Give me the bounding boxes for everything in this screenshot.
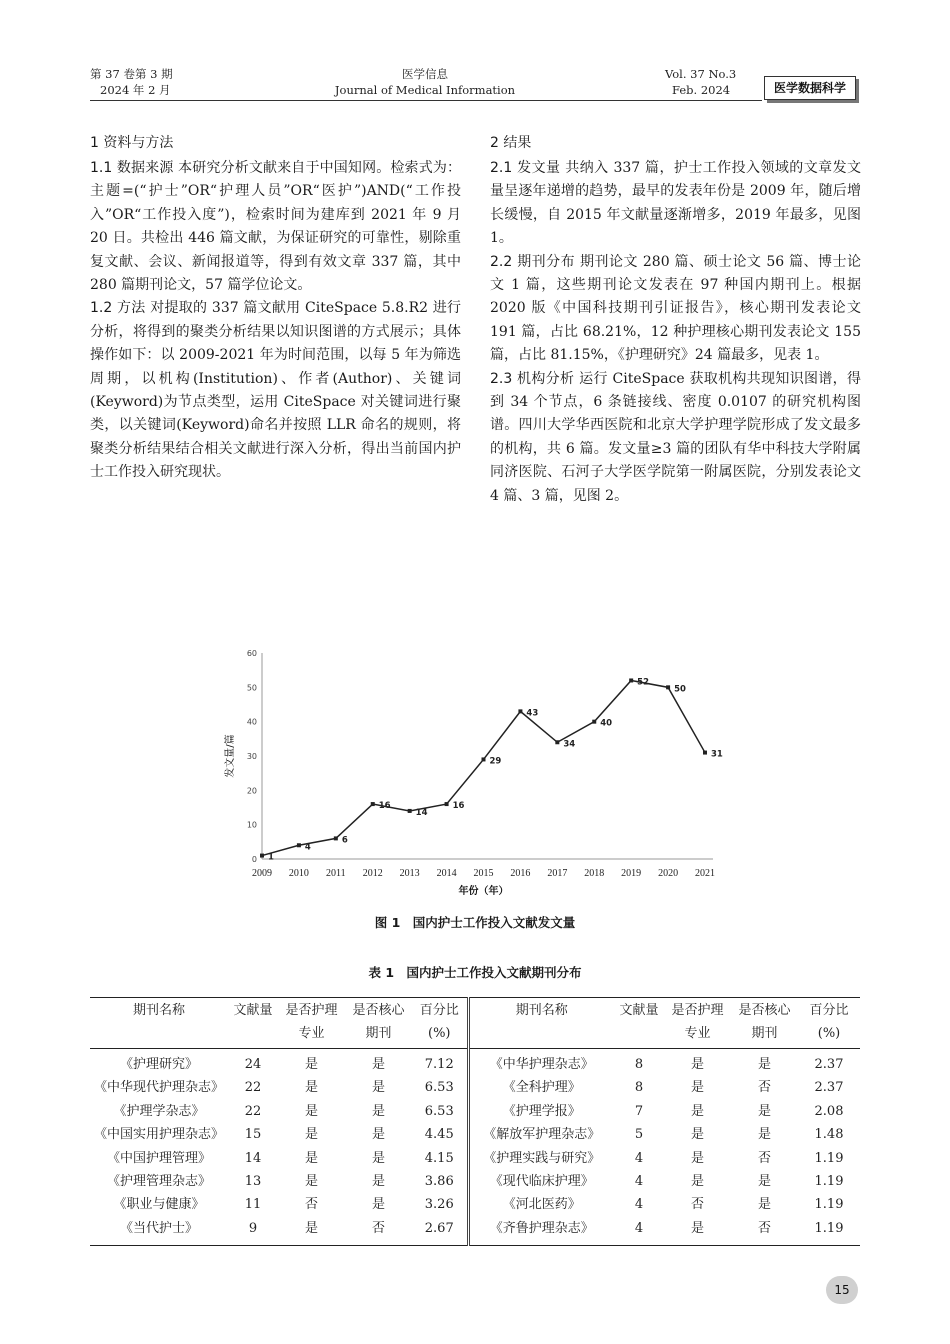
cell-core: 是 [371,1127,385,1143]
cell-journal-name: 《中华现代护理杂志》 [93,1080,224,1096]
cell-count: 4 [634,1220,644,1236]
y-tick-label: 20 [246,786,257,796]
x-tick-label: 2016 [510,868,531,879]
paragraph-publication-volume [490,157,861,251]
cell-journal-name: 《护理学杂志》 [113,1103,205,1119]
cell-count: 14 [244,1150,262,1166]
cell-count: 11 [244,1197,262,1213]
data-point [629,678,633,682]
x-tick-label: 2019 [621,868,642,879]
header-nursing: 是否护理 专业 [278,998,345,1049]
cell-nursing: 是 [690,1127,704,1143]
y-tick-label: 50 [246,683,257,693]
subheading-institution-analysis: 2.3 机构分析 [490,370,575,387]
data-label: 31 [711,749,723,760]
cell-count: 8 [634,1057,644,1072]
cell-core: 是 [757,1103,771,1119]
header-count: 文献量 [228,998,278,1049]
table-row [90,1049,860,1077]
y-tick-label: 30 [246,752,257,761]
cell-nursing: 是 [304,1103,318,1119]
data-point [703,751,707,755]
data-point [445,802,449,806]
cell-nursing: 是 [690,1080,704,1096]
cell-journal-name: 《河北医药》 [502,1197,581,1213]
cell-nursing: 是 [304,1220,318,1236]
journal-distribution-table [90,997,860,1246]
table-row [90,1076,860,1099]
header-issue-info [665,66,736,98]
cell-nursing: 是 [690,1220,704,1236]
cell-count: 9 [248,1220,258,1236]
data-point [260,854,264,858]
data-label: 34 [563,739,576,750]
data-label: 16 [452,801,465,812]
subheading-publication-volume: 2.1 发文量 [490,160,561,176]
data-label: 40 [600,718,613,729]
cell-nursing: 是 [690,1103,704,1119]
header-core: 是否核心 期刊 [345,998,412,1049]
y-axis-title: 发文量/篇 [225,734,236,778]
cell-percent: 1.19 [814,1197,844,1213]
cell-nursing: 是 [690,1150,704,1166]
cell-count: 4 [634,1174,644,1190]
cell-percent: 2.37 [814,1080,844,1096]
data-label: 16 [378,801,391,812]
cell-percent: 2.08 [814,1103,844,1119]
cell-nursing: 是 [304,1127,318,1143]
cell-journal-name: 《护理管理杂志》 [106,1174,211,1190]
cell-core: 否 [757,1080,771,1096]
subheading-journal-distribution: 2.2 期刊分布 [490,253,576,270]
y-tick-label: 40 [246,717,257,727]
cell-percent: 6.53 [412,1100,468,1123]
cell-journal-name: 《护理实践与研究》 [483,1150,601,1166]
data-label: 52 [637,677,650,688]
x-tick-label: 2009 [252,868,272,879]
cell-journal-name: 《齐鲁护理杂志》 [489,1220,594,1236]
header-core: 是否核心 期刊 [731,998,798,1049]
cell-core: 是 [371,1103,385,1119]
cell-count: 13 [244,1174,262,1190]
x-axis-title: 年份（年） [458,886,509,897]
paragraph-method-body: 对提取的 337 篇文献用 CiteSpace 5.8.R2 进行分析，将得到的聚类分析结果以知识图谱的方式展示；具体操作如下：以 2009-2021 年为时间范围，以每 5 年为筛选周期，以机构(Institution)、作者(Author)、关键词(Keyword)为节点类型，运用 CiteSpace 对关键词进行聚类，以关键词(Keyword)命名并按照 LLR 命名的规则，将聚类分析结果结合相关文献进行深入分析，得出当前国内护士工作投入研究现状。 [90,300,461,481]
cell-nursing: 否 [690,1197,704,1213]
x-tick-label: 2015 [473,868,494,879]
data-label: 4 [304,842,311,853]
section-title-methods: 1 资料与方法 [90,135,174,151]
x-tick-label: 2011 [326,868,346,879]
cell-percent: 1.19 [814,1220,844,1236]
paragraph-data-source [90,157,461,297]
data-point [518,709,522,713]
cell-percent: 3.26 [412,1193,468,1216]
cell-percent: 4.45 [412,1123,468,1146]
table-row [90,1147,860,1170]
table-row [90,1217,860,1246]
cell-count: 15 [244,1127,262,1143]
y-tick-label: 60 [246,649,257,658]
cell-nursing: 是 [304,1080,318,1096]
cell-count: 7 [634,1103,644,1119]
table-row [90,1170,860,1193]
paragraph-journal-distribution [490,251,861,368]
cell-journal-name: 《现代临床护理》 [489,1174,594,1190]
cell-core: 是 [371,1197,385,1213]
cell-core: 是 [757,1127,771,1143]
header-date: 2024 年 2 月 [100,83,171,97]
cell-core: 是 [371,1174,385,1190]
header-journal-name: 期刊名称 [90,998,228,1049]
table-row [90,1193,860,1216]
data-point [592,720,596,724]
data-point [297,843,301,847]
cell-count: 22 [244,1103,262,1119]
cell-core: 否 [757,1220,771,1236]
data-point [666,685,670,689]
cell-percent: 2.37 [814,1057,844,1072]
y-tick-label: 10 [246,820,257,830]
data-point [408,809,412,813]
cell-journal-name: 《护理研究》 [119,1057,198,1072]
cell-percent: 1.19 [814,1150,844,1166]
data-label: 29 [489,756,502,767]
cell-nursing: 是 [304,1057,318,1072]
header-percent: 百分比 (%) [798,998,860,1049]
cell-percent: 1.48 [814,1127,844,1143]
header-journal-name: 期刊名称 [468,998,614,1049]
paragraph-institution-analysis [490,368,861,508]
page-number: 15 [826,1276,858,1304]
data-label: 6 [341,835,348,846]
cell-percent: 6.53 [412,1076,468,1099]
cell-journal-name: 《中华护理杂志》 [489,1057,594,1072]
cell-journal-name: 《中国护理管理》 [106,1150,211,1166]
cell-percent: 7.12 [412,1049,468,1077]
x-tick-label: 2012 [362,868,383,879]
header-vol-en: Vol. 37 No.3 [665,67,737,81]
paragraph-data-source-body: 本研究分析文献来自于中国知网。检索式为：主题=(“护士”OR“护理人员”OR“医护”)AND(“工作投入”OR“工作投入度”)，检索时间为建库到 2021 年 9 月 20 日。共检出 446 篇文献，为保证研究的可靠性，剔除重复文献、会议、新闻报道等，得到有效文章 337 篇，其中 280 篇期刊论文，57 篇学位论文。 [90,160,461,294]
header-count: 文献量 [614,998,664,1049]
header-journal-cn: 医学信息 [402,67,448,81]
x-tick-label: 2013 [399,868,420,879]
cell-journal-name: 《中国实用护理杂志》 [93,1127,224,1143]
data-point [555,740,559,744]
cell-nursing: 是 [304,1150,318,1166]
cell-nursing: 否 [304,1197,318,1213]
header-rule [90,100,762,101]
y-tick-label: 0 [251,855,257,864]
paragraph-institution-analysis-body: 运行 CiteSpace 获取机构共现知识图谱，得到 34 个节点，6 条链接线、密度 0.0107 的研究机构图谱。四川大学华西医院和北京大学护理学院形成了发文最多的机构，共 6 篇。发文量≥3 篇的团队有华中科技大学附属同济医院、石河子大学医学院第一附属医院，分别发表论文 4 篇、3 篇，见图 2。 [490,370,861,504]
cell-core: 是 [371,1057,385,1072]
cell-count: 5 [634,1127,644,1143]
cell-count: 24 [244,1057,262,1072]
table-row [90,1100,860,1123]
cell-percent: 4.15 [412,1147,468,1170]
data-label: 43 [526,708,539,719]
cell-core: 否 [371,1220,385,1236]
data-label: 50 [674,684,686,695]
table-caption: 表 1 国内护士工作投入文献期刊分布 [368,965,582,980]
x-tick-label: 2014 [436,868,457,879]
x-tick-label: 2017 [547,868,568,879]
cell-journal-name: 《职业与健康》 [113,1197,205,1213]
cell-journal-name: 《全科护理》 [502,1080,581,1096]
x-tick-label: 2018 [584,868,605,879]
cell-count: 4 [634,1197,644,1213]
paragraph-method [90,297,461,484]
cell-percent: 1.19 [814,1174,844,1190]
cell-core: 是 [371,1150,385,1166]
section-title-results: 2 结果 [490,135,532,151]
cell-journal-name: 《当代护士》 [119,1220,198,1236]
data-point [482,757,486,761]
cell-core: 是 [757,1057,771,1072]
cell-journal-name: 《解放军护理杂志》 [483,1127,601,1143]
cell-percent: 3.86 [412,1170,468,1193]
paragraph-journal-distribution-body: 期刊论文 280 篇、硕士论文 56 篇、博士论文 1 篇，这些期刊论文发表在 97 种国内期刊上。根据 2020 版《中国科技期刊引证报告》，核心期刊发表论文 191 篇，占比 68.21%，12 种护理核心期刊发表论文 155 篇，占比 81.15%，《护理研究》24 篇最多，见表 1。 [490,253,861,364]
table-row [90,1123,860,1146]
publication-line-chart [215,640,735,905]
header-date-en: Feb. 2024 [672,83,731,97]
cell-core: 否 [757,1150,771,1166]
x-tick-label: 2010 [288,868,309,879]
data-label: 14 [415,807,428,818]
x-tick-label: 2021 [695,868,715,879]
subheading-method: 1.2 方法 [90,300,146,317]
data-label: 1 [268,852,274,863]
subheading-data-source: 1.1 数据来源 [90,160,174,176]
data-point [334,836,338,840]
header-percent: 百分比 (%) [412,998,468,1049]
cell-core: 是 [757,1174,771,1190]
section-tag: 医学数据科学 [764,76,856,100]
header-nursing: 是否护理 专业 [664,998,731,1049]
right-column [490,131,861,508]
cell-nursing: 是 [690,1057,704,1072]
cell-count: 8 [634,1080,644,1096]
x-tick-label: 2020 [658,868,679,879]
cell-nursing: 是 [690,1174,704,1190]
cell-core: 是 [371,1080,385,1096]
left-column [90,131,461,485]
paragraph-publication-volume-body: 共纳入 337 篇，护士工作投入领域的文章发文量呈逐年递增的趋势，最早的发表年份是 2009 年，随后增长缓慢，自 2015 年文献量逐渐增多，2019 年最多，见图 1。 [490,160,861,247]
cell-nursing: 是 [304,1174,318,1190]
data-point [371,802,375,806]
series-line [262,680,705,855]
cell-journal-name: 《护理学报》 [502,1103,581,1119]
figure-caption: 图 1 国内护士工作投入文献发文量 [374,915,576,930]
cell-count: 22 [244,1080,262,1096]
header-journal-en: Journal of Medical Information [334,83,516,97]
cell-count: 4 [634,1150,644,1166]
table-header-row [90,998,860,1049]
cell-percent: 2.67 [412,1217,468,1246]
cell-core: 是 [757,1197,771,1213]
header-volume: 第 37 卷第 3 期 [90,67,173,81]
